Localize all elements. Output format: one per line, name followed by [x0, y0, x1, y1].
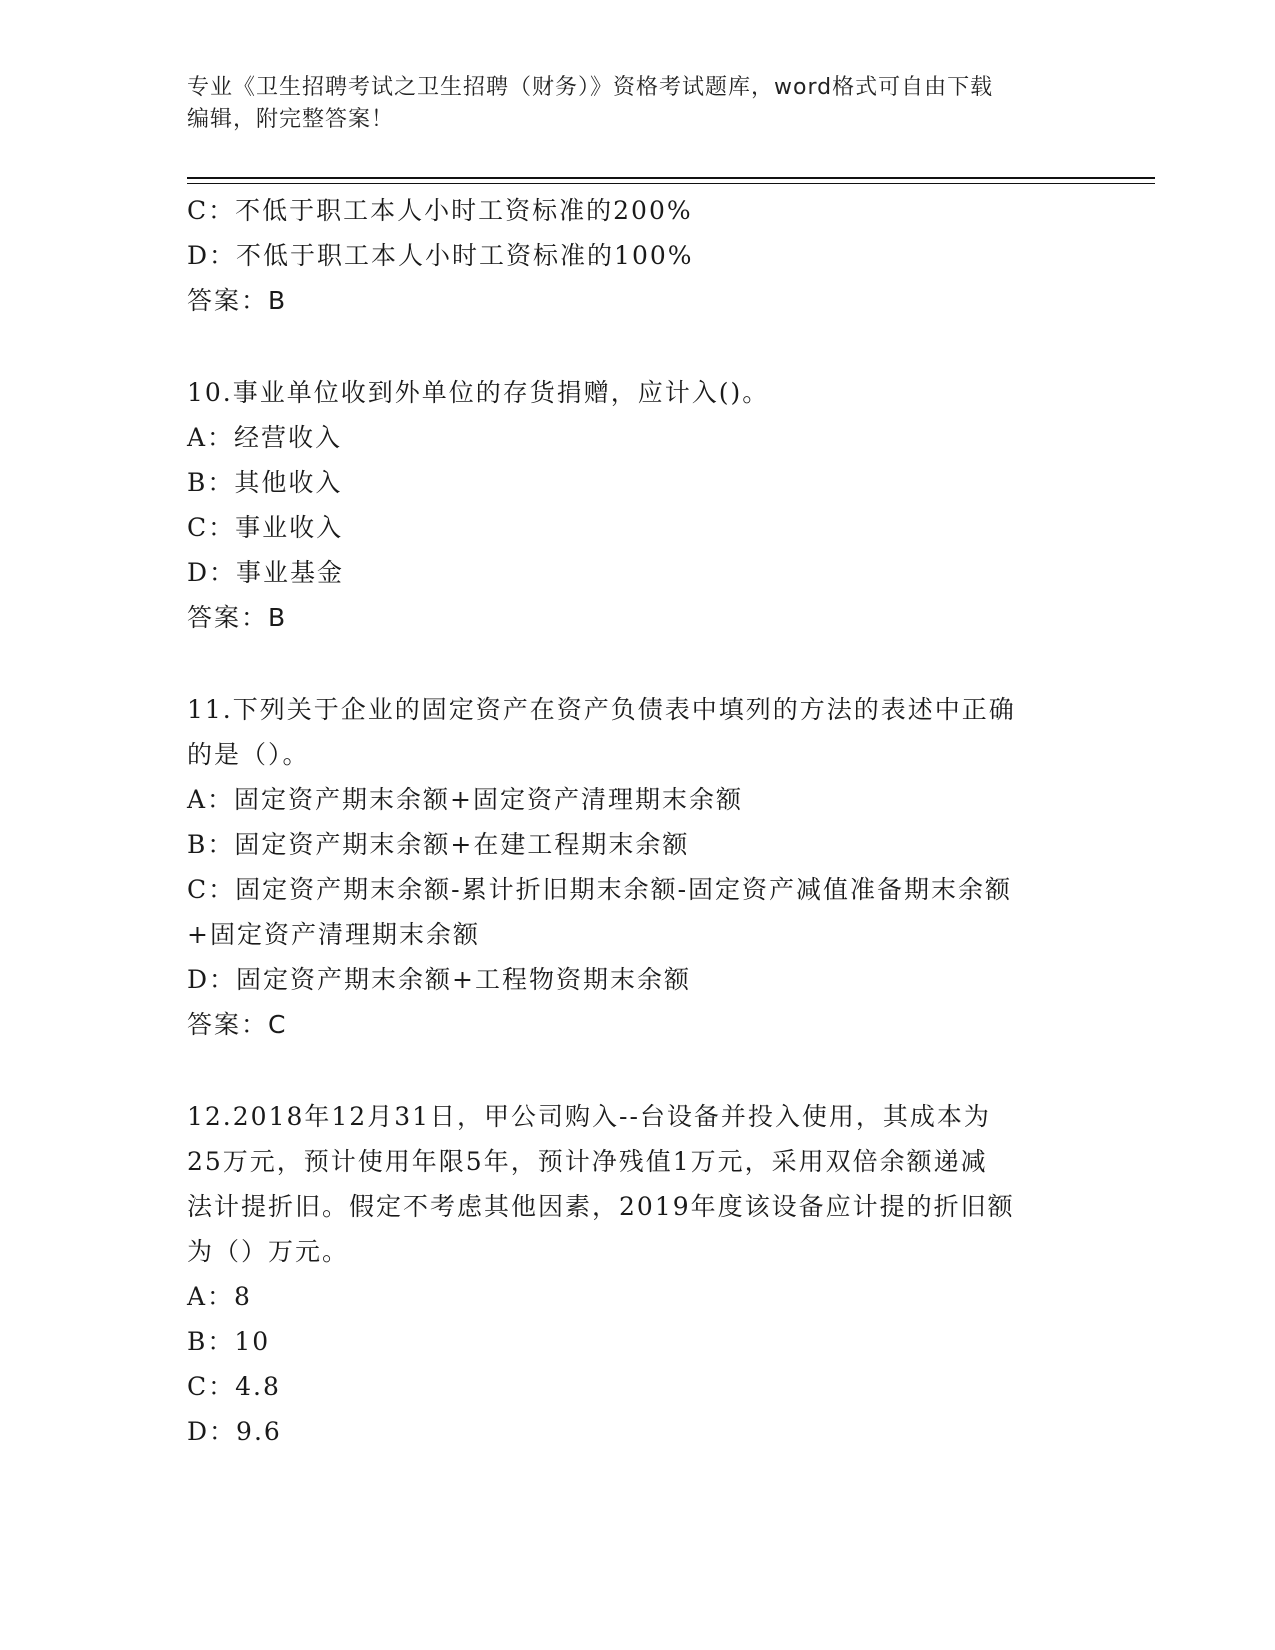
q10-option-c: C：事业收入 — [187, 513, 344, 542]
q11-answer: 答案：C — [187, 1010, 288, 1039]
q10-answer: 答案：B — [187, 603, 288, 632]
q12-stem-line-1: 12.2018年12月31日，甲公司购入--台设备并投入使用，其成本为 — [187, 1102, 991, 1131]
q11-option-a: A：固定资产期末余额+固定资产清理期末余额 — [187, 785, 744, 814]
q9-answer: 答案：B — [187, 286, 288, 315]
q12-option-b: B：10 — [187, 1327, 271, 1356]
q11-option-c-line-2: +固定资产清理期末余额 — [187, 920, 480, 949]
q12-stem-line-3: 法计提折旧。假定不考虑其他因素，2019年度该设备应计提的折旧额 — [187, 1192, 1015, 1221]
spacer — [187, 640, 1087, 687]
spacer — [187, 1047, 1087, 1094]
q10-option-d: D：事业基金 — [187, 558, 345, 587]
document-header — [187, 72, 1067, 136]
header-line-1: 专业《卫生招聘考试之卫生招聘（财务）》资格考试题库，word格式可自由下载 — [187, 75, 994, 100]
q10-option-b: B：其他收入 — [187, 468, 343, 497]
q9-option-d: D：不低于职工本人小时工资标准的100% — [187, 241, 694, 270]
spacer — [187, 323, 1087, 370]
q11-stem-line-2: 的是（）。 — [187, 740, 310, 769]
header-divider-thick — [187, 177, 1155, 179]
q10-option-a: A：经营收入 — [187, 423, 343, 452]
q9-option-c: C：不低于职工本人小时工资标准的200% — [187, 196, 693, 225]
q12-option-c: C：4.8 — [187, 1372, 281, 1401]
q11-stem-line-1: 11.下列关于企业的固定资产在资产负债表中填列的方法的表述中正确 — [187, 695, 1016, 724]
q10-stem: 10.事业单位收到外单位的存货捐赠，应计入()。 — [187, 378, 770, 407]
q12-stem-line-2: 25万元，预计使用年限5年，预计净残值1万元，采用双倍余额递减 — [187, 1147, 988, 1176]
question-list — [187, 188, 1087, 1454]
q11-option-d: D：固定资产期末余额+工程物资期末余额 — [187, 965, 691, 994]
q11-option-c-line-1: C：固定资产期末余额-累计折旧期末余额-固定资产减值准备期末余额 — [187, 875, 1013, 904]
q11-option-b: B：固定资产期末余额+在建工程期末余额 — [187, 830, 690, 859]
q12-stem-line-4: 为（）万元。 — [187, 1237, 350, 1266]
q12-option-a: A：8 — [187, 1282, 252, 1311]
header-divider-thin — [187, 183, 1155, 184]
header-line-2: 编辑，附完整答案！ — [187, 107, 395, 132]
q12-option-d: D：9.6 — [187, 1417, 282, 1446]
